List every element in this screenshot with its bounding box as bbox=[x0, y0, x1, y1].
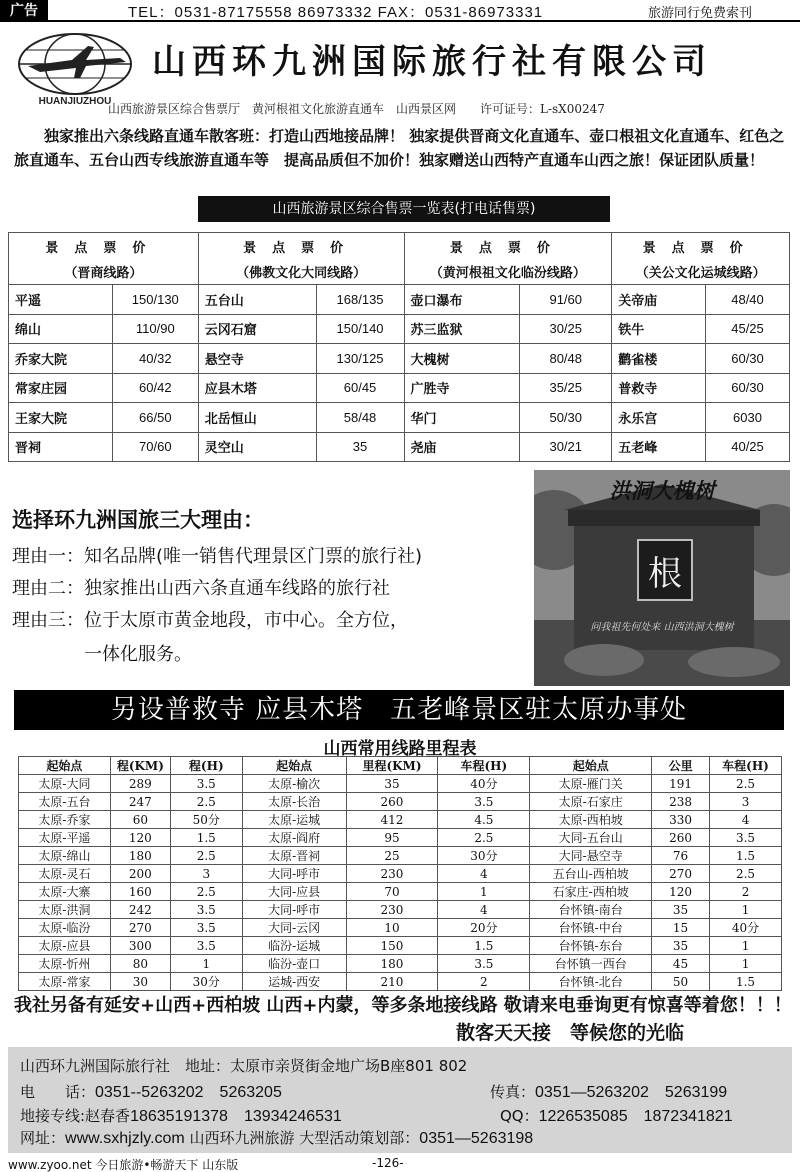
scenic-spot-name: 五老峰 bbox=[612, 432, 706, 462]
mileage-row bbox=[19, 847, 782, 865]
mileage-cell: 临汾-运城 bbox=[242, 937, 346, 955]
ticket-row bbox=[9, 344, 790, 374]
ticket-header-label: 景点票价 bbox=[45, 240, 162, 256]
mileage-cell: 70 bbox=[346, 883, 438, 901]
ticket-group-header bbox=[9, 233, 199, 285]
mileage-cell: 45 bbox=[652, 955, 710, 973]
mileage-cell: 300 bbox=[110, 937, 170, 955]
mileage-cell: 太原-忻州 bbox=[19, 955, 111, 973]
mileage-cell: 76 bbox=[652, 847, 710, 865]
mileage-cell: 3.5 bbox=[170, 937, 242, 955]
mileage-row bbox=[19, 973, 782, 991]
mileage-cell: 35 bbox=[652, 937, 710, 955]
scenic-spot-name: 平遥 bbox=[9, 285, 113, 315]
ticket-route-name: （晋商线路） bbox=[64, 265, 143, 281]
ticket-route-name: （关公文化运城线路） bbox=[635, 265, 766, 281]
mileage-row bbox=[19, 937, 782, 955]
mileage-cell: 临汾-壶口 bbox=[242, 955, 346, 973]
mileage-cell: 80 bbox=[110, 955, 170, 973]
mileage-row bbox=[19, 955, 782, 973]
ticket-row bbox=[9, 432, 790, 462]
mileage-header-row bbox=[19, 757, 782, 775]
scenic-spot-name: 永乐宫 bbox=[612, 403, 706, 433]
scenic-spot-name: 壶口瀑布 bbox=[404, 285, 520, 315]
ticket-price: 40/25 bbox=[706, 432, 790, 462]
qq-numbers: 1226535085 1872341821 bbox=[538, 1108, 733, 1125]
scenic-spot-name: 王家大院 bbox=[9, 403, 113, 433]
footer-address: 山西环九洲国际旅行社 地址：太原市亲贤街金地广场B座801 802 bbox=[20, 1057, 468, 1075]
mileage-cell: 3.5 bbox=[170, 901, 242, 919]
ticket-price: 30/25 bbox=[520, 314, 612, 344]
company-title: 山西环九洲国际旅行社有限公司 bbox=[152, 42, 712, 82]
mileage-cell: 1.5 bbox=[170, 829, 242, 847]
mileage-column-header: 程(H) bbox=[170, 757, 242, 775]
ticket-price: 150/130 bbox=[112, 285, 198, 315]
mileage-column-header: 起始点 bbox=[530, 757, 652, 775]
ticket-price: 130/125 bbox=[316, 344, 404, 374]
mileage-row bbox=[19, 829, 782, 847]
phone-numbers: 0351--5263202 5263205 bbox=[95, 1084, 282, 1101]
ticket-price: 60/42 bbox=[112, 373, 198, 403]
mileage-column-header: 车程(H) bbox=[710, 757, 782, 775]
mileage-cell: 太原-榆次 bbox=[242, 775, 346, 793]
ticket-price: 50/30 bbox=[520, 403, 612, 433]
mileage-cell: 太原-乔家 bbox=[19, 811, 111, 829]
mileage-cell: 1 bbox=[438, 883, 530, 901]
mileage-cell: 太原-临汾 bbox=[19, 919, 111, 937]
scenic-spot-name: 灵空山 bbox=[198, 432, 316, 462]
mileage-cell: 太原-阎府 bbox=[242, 829, 346, 847]
mileage-cell: 412 bbox=[346, 811, 438, 829]
ticket-price: 91/60 bbox=[520, 285, 612, 315]
scenic-spot-name: 晋祠 bbox=[9, 432, 113, 462]
fax-numbers: 0351—5263202 5263199 bbox=[535, 1084, 728, 1101]
slogan: 散客天天接 等候您的光临 bbox=[456, 1022, 685, 1044]
ticket-price: 48/40 bbox=[706, 285, 790, 315]
footer-phone: 电 话：0351--5263202 5263205 bbox=[20, 1083, 282, 1101]
ticket-header-label: 景点票价 bbox=[642, 240, 759, 256]
mileage-cell: 太原-绵山 bbox=[19, 847, 111, 865]
mileage-cell: 2.5 bbox=[710, 865, 782, 883]
ticket-row bbox=[9, 373, 790, 403]
scenic-spot-name: 苏三监狱 bbox=[404, 314, 520, 344]
mileage-cell: 150 bbox=[346, 937, 438, 955]
ticket-price: 110/90 bbox=[112, 314, 198, 344]
ticket-price: 35/25 bbox=[520, 373, 612, 403]
mileage-cell: 大同-呼市 bbox=[242, 865, 346, 883]
mileage-cell: 2 bbox=[710, 883, 782, 901]
mileage-cell: 242 bbox=[110, 901, 170, 919]
ticket-route-name: （佛教文化大同线路） bbox=[236, 265, 367, 281]
mileage-cell: 3.5 bbox=[438, 793, 530, 811]
scenic-spot-name: 广胜寺 bbox=[404, 373, 520, 403]
ticket-table-banner: 山西旅游景区综合售票一览表(打电话售票) bbox=[198, 196, 610, 222]
mileage-cell: 太原-石家庄 bbox=[530, 793, 652, 811]
mileage-cell: 太原-运城 bbox=[242, 811, 346, 829]
mileage-cell: 大同-云冈 bbox=[242, 919, 346, 937]
ticket-price: 150/140 bbox=[316, 314, 404, 344]
ticket-price: 30/21 bbox=[520, 432, 612, 462]
scenic-spot-name: 华门 bbox=[404, 403, 520, 433]
mileage-cell: 180 bbox=[110, 847, 170, 865]
mileage-cell: 台怀镇-中台 bbox=[530, 919, 652, 937]
ticket-price: 60/30 bbox=[706, 344, 790, 374]
events-phone: 0351—5263198 bbox=[419, 1130, 534, 1147]
mileage-cell: 30 bbox=[110, 973, 170, 991]
ticket-route-name: （黄河根祖文化临汾线路） bbox=[429, 265, 586, 281]
mileage-cell: 3.5 bbox=[170, 919, 242, 937]
ticket-price: 66/50 bbox=[112, 403, 198, 433]
mileage-cell: 1 bbox=[710, 937, 782, 955]
mileage-cell: 60 bbox=[110, 811, 170, 829]
ticket-price: 80/48 bbox=[520, 344, 612, 374]
mileage-cell: 大同-悬空寺 bbox=[530, 847, 652, 865]
mileage-cell: 3 bbox=[170, 865, 242, 883]
scenic-spot-name: 五台山 bbox=[198, 285, 316, 315]
svg-text:洪洞大槐树: 洪洞大槐树 bbox=[609, 478, 715, 503]
mileage-cell: 1 bbox=[710, 901, 782, 919]
reason-item: 一体化服务。 bbox=[12, 644, 192, 665]
scenic-spot-name: 应县木塔 bbox=[198, 373, 316, 403]
mileage-cell: 30分 bbox=[170, 973, 242, 991]
ticket-header-label: 景点票价 bbox=[449, 240, 566, 256]
mileage-table-title: 山西常用线路里程表 bbox=[323, 739, 477, 759]
mileage-cell: 230 bbox=[346, 865, 438, 883]
scenic-spot-name: 关帝庙 bbox=[612, 285, 706, 315]
ticket-price: 168/135 bbox=[316, 285, 404, 315]
mileage-table-body bbox=[19, 775, 782, 991]
mileage-column-header: 里程(KM) bbox=[346, 757, 438, 775]
scenic-spot-name: 云冈石窟 bbox=[198, 314, 316, 344]
mileage-cell: 太原-雁门关 bbox=[530, 775, 652, 793]
mileage-cell: 太原-常家 bbox=[19, 973, 111, 991]
mileage-cell: 50分 bbox=[170, 811, 242, 829]
mileage-cell: 五台山-西柏坡 bbox=[530, 865, 652, 883]
mileage-cell: 大同-呼市 bbox=[242, 901, 346, 919]
mileage-cell: 台怀镇-南台 bbox=[530, 901, 652, 919]
mileage-row bbox=[19, 775, 782, 793]
mileage-cell: 230 bbox=[346, 901, 438, 919]
mileage-cell: 台怀镇-东台 bbox=[530, 937, 652, 955]
svg-text:HUANJIUZHOU: HUANJIUZHOU bbox=[38, 96, 112, 106]
scenic-spot-name: 常家庄园 bbox=[9, 373, 113, 403]
mileage-column-header: 车程(H) bbox=[438, 757, 530, 775]
mileage-row bbox=[19, 919, 782, 937]
mileage-cell: 260 bbox=[652, 829, 710, 847]
mileage-cell: 4 bbox=[710, 811, 782, 829]
ticket-price: 60/30 bbox=[706, 373, 790, 403]
hongdong-locust-tree-photo bbox=[534, 470, 790, 686]
mileage-column-header: 程(KM) bbox=[110, 757, 170, 775]
mileage-cell: 1.5 bbox=[710, 973, 782, 991]
mileage-cell: 15 bbox=[652, 919, 710, 937]
mileage-cell: 大同-应县 bbox=[242, 883, 346, 901]
mileage-cell: 2.5 bbox=[710, 775, 782, 793]
mileage-cell: 35 bbox=[346, 775, 438, 793]
ticket-price: 60/45 bbox=[316, 373, 404, 403]
mileage-cell: 120 bbox=[652, 883, 710, 901]
mileage-column-header: 公里 bbox=[652, 757, 710, 775]
scenic-spot-name: 普救寺 bbox=[612, 373, 706, 403]
ticket-price: 35 bbox=[316, 432, 404, 462]
ticket-header-label: 景点票价 bbox=[243, 240, 360, 256]
mileage-cell: 10 bbox=[346, 919, 438, 937]
mileage-cell: 4 bbox=[438, 865, 530, 883]
mileage-cell: 太原-大同 bbox=[19, 775, 111, 793]
mileage-row bbox=[19, 793, 782, 811]
ticket-price: 6030 bbox=[706, 403, 790, 433]
scenic-spot-name: 大槐树 bbox=[404, 344, 520, 374]
mileage-cell: 2.5 bbox=[438, 829, 530, 847]
footer-fax: 传真：0351—5263202 5263199 bbox=[490, 1083, 728, 1101]
mileage-cell: 30分 bbox=[438, 847, 530, 865]
mileage-cell: 太原-洪洞 bbox=[19, 901, 111, 919]
mileage-cell: 270 bbox=[652, 865, 710, 883]
scenic-spot-name: 北岳恒山 bbox=[198, 403, 316, 433]
ticket-price: 45/25 bbox=[706, 314, 790, 344]
mileage-cell: 石家庄-西柏坡 bbox=[530, 883, 652, 901]
reason-item: 理由三：位于太原市黄金地段，市中心。全方位， bbox=[12, 610, 408, 631]
globe-plane-icon bbox=[10, 28, 140, 106]
footer-hotline: 地接专线:赵春香18635191378 13934246531 bbox=[20, 1107, 342, 1125]
ticket-row bbox=[9, 403, 790, 433]
mileage-cell: 太原-五台 bbox=[19, 793, 111, 811]
mileage-cell: 120 bbox=[110, 829, 170, 847]
mileage-cell: 3.5 bbox=[170, 775, 242, 793]
intro-paragraph: 独家推出六条线路直通车散客班：打造山西地接品牌！ 独家提供晋商文化直通车、壶口根祖文化直通车、红色之旅直通车、五台山西专线旅游直通车等 提高品质但不加价！独家赠送山西特产直通车山西之旅！保证团队质量！ bbox=[14, 127, 785, 169]
mileage-cell: 330 bbox=[652, 811, 710, 829]
ticket-group-header bbox=[198, 233, 404, 285]
footer-website: 网址：www.sxhjzly.com 山西环九洲旅游 大型活动策划部：0351—5263198 bbox=[20, 1129, 534, 1147]
mileage-cell: 1 bbox=[170, 955, 242, 973]
mileage-cell: 35 bbox=[652, 901, 710, 919]
mileage-cell: 191 bbox=[652, 775, 710, 793]
mileage-cell: 1 bbox=[710, 955, 782, 973]
more-lines-text: 我社另备有延安+山西+西柏坡 山西+内蒙，等多条地接线路 敬请来电垂询更有惊喜等着您！！！ bbox=[14, 995, 792, 1016]
mileage-cell: 太原-应县 bbox=[19, 937, 111, 955]
ticket-group-header bbox=[404, 233, 612, 285]
mileage-cell: 270 bbox=[110, 919, 170, 937]
mileage-cell: 大同-五台山 bbox=[530, 829, 652, 847]
reason-item: 理由一：知名品牌(唯一销售代理景区门票的旅行社) bbox=[12, 546, 423, 567]
svg-text:根: 根 bbox=[648, 554, 682, 594]
mileage-cell: 200 bbox=[110, 865, 170, 883]
mileage-cell: 247 bbox=[110, 793, 170, 811]
mileage-row bbox=[19, 865, 782, 883]
bottom-strip bbox=[0, 1154, 800, 1172]
ticket-price: 40/32 bbox=[112, 344, 198, 374]
ticket-row bbox=[9, 314, 790, 344]
scenic-spot-name: 尧庙 bbox=[404, 432, 520, 462]
mileage-cell: 95 bbox=[346, 829, 438, 847]
mileage-cell: 40分 bbox=[710, 919, 782, 937]
ticket-price: 70/60 bbox=[112, 432, 198, 462]
ticket-header-row bbox=[9, 233, 790, 285]
mileage-cell: 运城-西安 bbox=[242, 973, 346, 991]
top-contact-numbers: TEL：0531-87175558 86973332 FAX：0531-86973331 bbox=[128, 4, 544, 21]
mileage-cell: 1.5 bbox=[438, 937, 530, 955]
mileage-cell: 太原-长治 bbox=[242, 793, 346, 811]
scenic-spot-name: 悬空寺 bbox=[198, 344, 316, 374]
mileage-cell: 40分 bbox=[438, 775, 530, 793]
mileage-cell: 1.5 bbox=[710, 847, 782, 865]
mileage-cell: 160 bbox=[110, 883, 170, 901]
mileage-cell: 210 bbox=[346, 973, 438, 991]
ticket-row bbox=[9, 285, 790, 315]
mileage-row bbox=[19, 811, 782, 829]
magazine-site: www.zyoo.net 今日旅游•畅游天下 山东版 bbox=[8, 1158, 239, 1172]
office-banner: 另设普救寺 应县木塔 五老峰景区驻太原办事处 bbox=[14, 690, 784, 730]
mileage-cell: 太原-平遥 bbox=[19, 829, 111, 847]
mileage-cell: 180 bbox=[346, 955, 438, 973]
scenic-spot-name: 绵山 bbox=[9, 314, 113, 344]
ticket-price: 58/48 bbox=[316, 403, 404, 433]
mileage-cell: 20分 bbox=[438, 919, 530, 937]
mileage-cell: 太原-晋祠 bbox=[242, 847, 346, 865]
mileage-table bbox=[18, 756, 782, 991]
ticket-group-header bbox=[612, 233, 790, 285]
mileage-cell: 238 bbox=[652, 793, 710, 811]
mileage-cell: 4.5 bbox=[438, 811, 530, 829]
page-number: -126- bbox=[372, 1156, 404, 1170]
mileage-cell: 3.5 bbox=[710, 829, 782, 847]
scenic-spot-name: 乔家大院 bbox=[9, 344, 113, 374]
mileage-cell: 太原-西柏坡 bbox=[530, 811, 652, 829]
mileage-cell: 3 bbox=[710, 793, 782, 811]
reasons-heading: 选择环九洲国旅三大理由： bbox=[12, 508, 264, 532]
reason-item: 理由二：独家推出山西六条直通车线路的旅行社 bbox=[12, 578, 390, 599]
scenic-spot-name: 铁牛 bbox=[612, 314, 706, 344]
scenic-spot-name: 鹳雀楼 bbox=[612, 344, 706, 374]
mileage-cell: 25 bbox=[346, 847, 438, 865]
mileage-cell: 太原-大寨 bbox=[19, 883, 111, 901]
mileage-cell: 50 bbox=[652, 973, 710, 991]
hotline-numbers: 18635191378 13934246531 bbox=[130, 1108, 342, 1125]
website-link[interactable]: www.sxhjzly.com bbox=[65, 1130, 185, 1147]
ad-label: 广告 bbox=[0, 0, 48, 22]
footer-qq: QQ：1226535085 1872341821 bbox=[500, 1107, 733, 1125]
mileage-cell: 台怀镇一西台 bbox=[530, 955, 652, 973]
mileage-cell: 260 bbox=[346, 793, 438, 811]
top-right-note: 旅游同行免费索刊 bbox=[648, 6, 753, 21]
mileage-row bbox=[19, 883, 782, 901]
mileage-cell: 太原-灵石 bbox=[19, 865, 111, 883]
mileage-column-header: 起始点 bbox=[242, 757, 346, 775]
mileage-row bbox=[19, 901, 782, 919]
mileage-cell: 3.5 bbox=[438, 955, 530, 973]
ticket-table-body bbox=[9, 285, 790, 462]
mileage-column-header: 起始点 bbox=[19, 757, 111, 775]
company-subline: 山西旅游景区综合售票厅 黄河根祖文化旅游直通车 山西景区网 许可证号：L-sX00247 bbox=[108, 102, 605, 116]
mileage-cell: 289 bbox=[110, 775, 170, 793]
mileage-cell: 台怀镇-北台 bbox=[530, 973, 652, 991]
company-logo bbox=[10, 28, 140, 106]
svg-text:问我祖先何处来 山西洪洞大槐树: 问我祖先何处来 山西洪洞大槐树 bbox=[590, 622, 734, 633]
mileage-cell: 2.5 bbox=[170, 793, 242, 811]
ticket-price-table bbox=[8, 232, 790, 462]
mileage-cell: 4 bbox=[438, 901, 530, 919]
mileage-cell: 2 bbox=[438, 973, 530, 991]
mileage-cell: 2.5 bbox=[170, 847, 242, 865]
mileage-cell: 2.5 bbox=[170, 883, 242, 901]
